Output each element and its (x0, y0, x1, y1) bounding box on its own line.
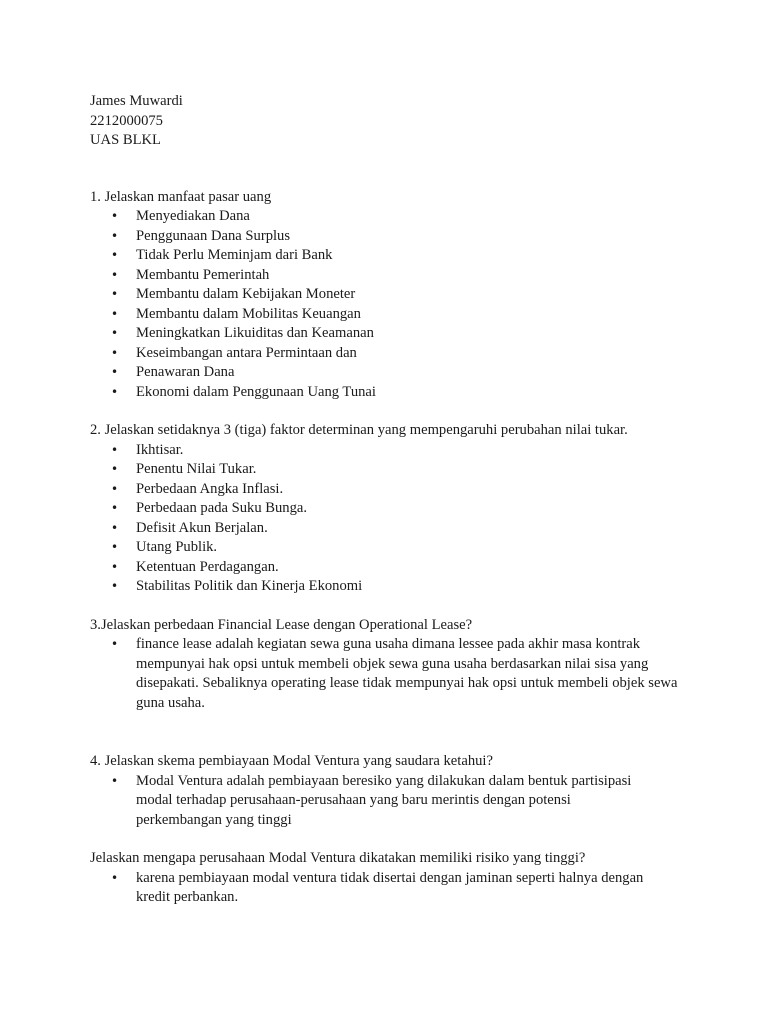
section-5 (90, 849, 700, 908)
question-3: 3.Jelaskan perbedaan Financial Lease dengan Operational Lease? (90, 616, 473, 633)
answer-list-4 (90, 772, 700, 831)
answer-list-5 (90, 869, 700, 908)
list-item: • Meningkatkan Likuiditas dan Keamanan (90, 324, 700, 344)
question-5: Jelaskan mengapa perusahaan Modal Ventura dikatakan memiliki risiko yang tinggi? (90, 850, 586, 866)
list-item: • Modal Ventura adalah pembiayaan beresiko yang dilakukan dalam bentuk partisipasi modal terhadap perusahaan-perusahaan yang baru merintis dengan potensi perkembangan yang tinggi (90, 772, 656, 831)
list-item: • Penentu Nilai Tukar. (90, 460, 700, 480)
list-item: • Membantu dalam Mobilitas Keuangan (90, 305, 700, 325)
answer-list-1 (90, 207, 700, 402)
list-item: • Menyediakan Dana (90, 207, 700, 227)
section-1 (90, 188, 700, 403)
section-3 (90, 616, 700, 714)
document-header (90, 92, 700, 151)
list-item: • Membantu Pemerintah (90, 266, 700, 286)
section-2 (90, 421, 700, 597)
exam-title: UAS BLKL (90, 132, 161, 148)
list-item: • Ketentuan Perdagangan. (90, 558, 700, 578)
section-4 (90, 752, 700, 830)
list-item: • Keseimbangan antara Permintaan dan (90, 344, 700, 364)
list-item: • Penawaran Dana (90, 363, 700, 383)
list-item: • finance lease adalah kegiatan sewa guna usaha dimana lessee pada akhir masa kontrak mempunyai hak opsi untuk membeli objek sewa guna usaha berdasarkan nilai sisa yang disepakati. Sebaliknya operating lease tidak mempunyai hak opsi untuk membeli objek sewa guna usaha. (90, 635, 691, 713)
list-item: • Penggunaan Dana Surplus (90, 227, 700, 247)
list-item: • Perbedaan pada Suku Bunga. (90, 499, 700, 519)
list-item: • Perbedaan Angka Inflasi. (90, 480, 700, 500)
question-2: 2. Jelaskan setidaknya 3 (tiga) faktor determinan yang mempengaruhi perubahan nilai tukar. (90, 422, 628, 438)
list-item: • Ekonomi dalam Penggunaan Uang Tunai (90, 383, 700, 403)
answer-list-2 (90, 441, 700, 597)
list-item: • Defisit Akun Berjalan. (90, 519, 700, 539)
list-item: • Membantu dalam Kebijakan Moneter (90, 285, 700, 305)
student-id: 2212000075 (90, 112, 163, 129)
list-item: • Utang Publik. (90, 538, 700, 558)
list-item: • karena pembiayaan modal ventura tidak disertai dengan jaminan seperti halnya dengan kredit perbankan. (90, 869, 666, 908)
question-4: 4. Jelaskan skema pembiayaan Modal Ventura yang saudara ketahui? (90, 753, 493, 769)
list-item: • Ikhtisar. (90, 441, 700, 461)
question-1: 1. Jelaskan manfaat pasar uang (90, 188, 272, 205)
document-page (90, 92, 700, 908)
list-item: • Stabilitas Politik dan Kinerja Ekonomi (90, 577, 700, 597)
answer-list-3 (90, 635, 700, 713)
list-item: • Tidak Perlu Meminjam dari Bank (90, 246, 700, 266)
student-name: James Muwardi (90, 93, 183, 109)
